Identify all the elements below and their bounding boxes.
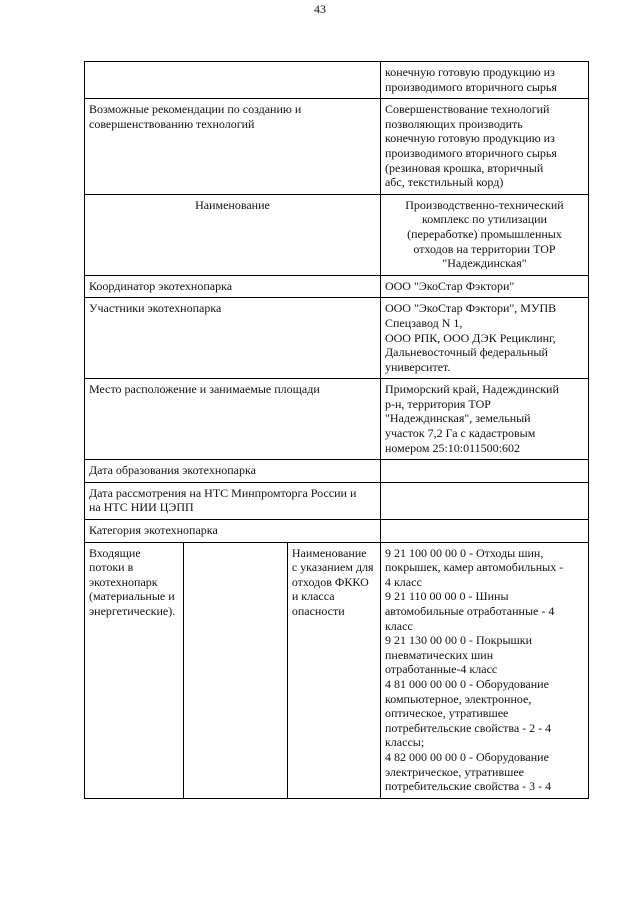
row1-value-cell: конечную готовую продукцию из производимого вторичного сырья (380, 62, 588, 99)
review-date-value (380, 482, 588, 519)
table-row (85, 194, 589, 275)
participants-value: ООО "ЭкоСтар Фэктори", МУПВ Спецзавод N 1, ООО РПК, ООО ДЭК Рециклинг, Дальневосточный федеральный университет. (380, 298, 588, 379)
recommendations-value: Совершенствование технологий позволяющих производить конечную готовую продукцию из производимого вторичного сырья (резиновая крошка, вторичный абс, текстильный корд) (380, 99, 588, 195)
category-label: Категория экотехнопарка (85, 520, 381, 543)
table-row (85, 99, 589, 195)
recommendations-label: Возможные рекомендации по созданию и совершенствованию технологий (85, 99, 381, 195)
table-row (85, 275, 589, 298)
name-value: Производственно-технический комплекс по утилизации (переработке) промышленных отходов на территории ТОР "Надеждинская" (380, 194, 588, 275)
table-row (85, 379, 589, 460)
review-date-label: Дата рассмотрения на НТС Минпромторга России и на НТС НИИ ЦЭПП (85, 482, 381, 519)
page-number: 43 (314, 2, 326, 16)
table-row (85, 62, 589, 99)
category-value (380, 520, 588, 543)
location-value: Приморский край, Надеждинский р-н, территория ТОР "Надеждинская", земельный участок 7,2 Га с кадастровым номером 25:10:011500:602 (380, 379, 588, 460)
coordinator-value: ООО "ЭкоСтар Фэктори" (380, 275, 588, 298)
table-row (85, 460, 589, 483)
table-row (85, 542, 589, 798)
table-row (85, 482, 589, 519)
row1-label-cell (85, 62, 381, 99)
incoming-flows-label: Входящие потоки в экотехнопарк (материальные и энергетические). (85, 542, 184, 798)
fkko-name-label: Наименование с указанием для отходов ФККО и класса опасности (287, 542, 380, 798)
coordinator-label: Координатор экотехнопарка (85, 275, 381, 298)
incoming-flows-empty-cell (184, 542, 287, 798)
location-label: Место расположение и занимаемые площади (85, 379, 381, 460)
participants-label: Участники экотехнопарка (85, 298, 381, 379)
table-row (85, 520, 589, 543)
table-row (85, 298, 589, 379)
formation-date-label: Дата образования экотехнопарка (85, 460, 381, 483)
ecotechnopark-table (84, 61, 589, 799)
waste-codes-value: 9 21 100 00 00 0 - Отходы шин, покрышек, камер автомобильных - 4 класс 9 21 110 00 00 0 - Шины автомобильные отработанные - 4 класс 9 21 130 00 00 0 - Покрышки пневматических шин отработанные-4 класс 4 81 000 00 00 0 - Оборудование компьютерное, электронное, оптическое, утратившее потребительские свойства - 2 - 4 классы; 4 82 000 00 00 0 - Оборудование электрическое, утратившее потребительские свойства - 3 - 4 (380, 542, 588, 798)
name-label: Наименование (85, 194, 381, 275)
formation-date-value (380, 460, 588, 483)
